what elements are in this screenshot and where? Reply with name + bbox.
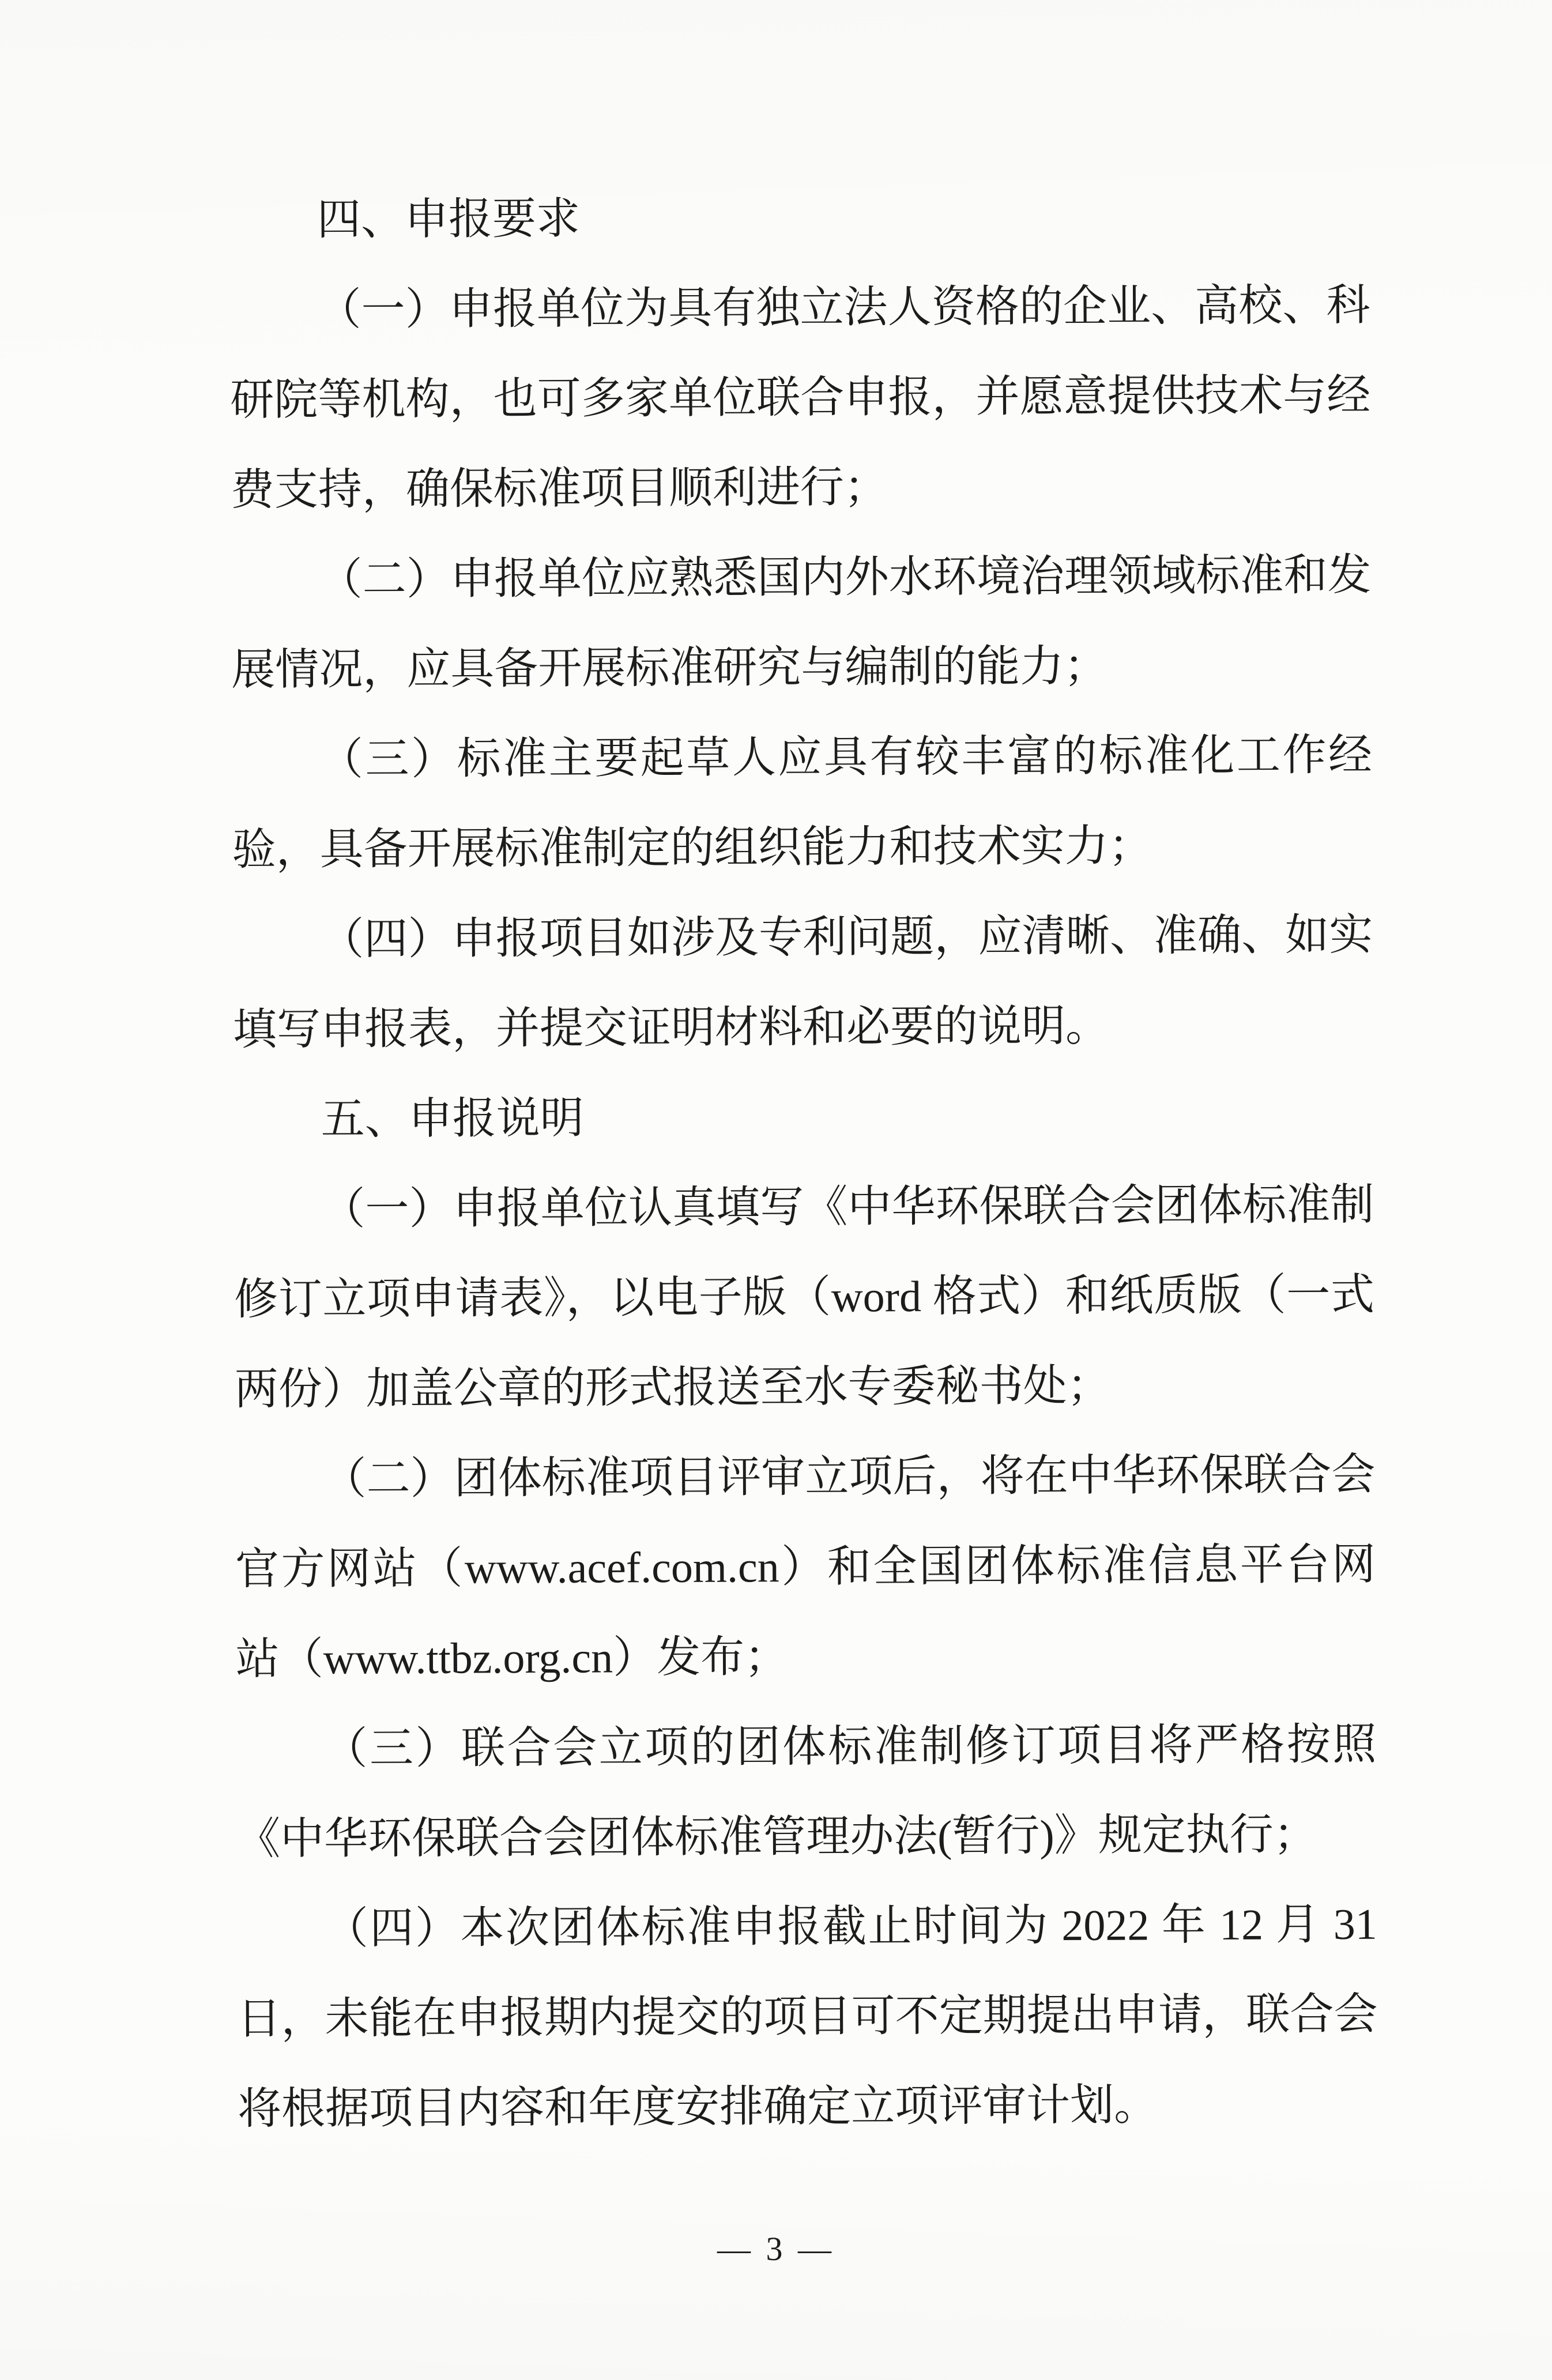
paragraph-line: 官方网站（www.acef.com.cn）和全国团体标准信息平台网	[235, 1540, 1376, 1594]
paragraph-line: 填写申报表，并提交证明材料和必要的说明。	[232, 1001, 1110, 1055]
paragraph-line: 验，具备开展标准制定的组织能力和技术实力；	[232, 822, 1152, 875]
paragraph-line: （三）联合会立项的团体标准制修订项目将严格按照	[323, 1720, 1377, 1773]
paragraph-line: 研院等机构，也可多家单位联合申报，并愿意提供技术与经	[230, 371, 1371, 425]
paragraph-line: 展情况，应具备开展标准研究与编制的能力；	[231, 642, 1108, 695]
paragraph-line: 将根据项目内容和年度安排确定立项评审计划。	[237, 2081, 1158, 2134]
paragraph-line: 站（www.ttbz.org.cn）发布；	[235, 1633, 789, 1684]
paragraph-line: 修订立项申请表》，以电子版（word 格式）和纸质版（一式	[233, 1270, 1375, 1324]
paragraph-line: 两份）加盖公章的形式报送至水专委秘书处；	[234, 1361, 1111, 1414]
paragraph-line: 日，未能在申报期内提交的项目可不定期提出申请，联合会	[237, 1990, 1378, 2044]
paragraph-line: （三）标准主要起草人应具有较丰富的标准化工作经	[319, 730, 1373, 784]
paragraph-line: 《中华环保联合会团体标准管理办法(暂行)》规定执行；	[236, 1810, 1317, 1864]
section-heading: 五、申报说明	[321, 1094, 584, 1144]
paragraph-line: （二）申报单位应熟悉国内外水环境治理领域标准和发	[318, 551, 1372, 604]
paragraph-line: （二）团体标准项目评审立项后，将在中华环保联合会	[322, 1450, 1376, 1504]
paragraph-line: （四）本次团体标准申报截止时间为 2022 年 12 月 31	[324, 1900, 1377, 1953]
paragraph-line: 费支持，确保标准项目顺利进行；	[230, 463, 888, 515]
page-number: — 3 —	[717, 2230, 835, 2268]
paragraph-line: （一）申报单位认真填写《中华环保联合会团体标准制	[321, 1180, 1374, 1234]
section-heading: 四、申报要求	[317, 194, 581, 244]
paragraph-line: （一）申报单位为具有独立法人资格的企业、高校、科	[317, 281, 1370, 334]
paragraph-line: （四）申报项目如涉及专利问题，应清晰、准确、如实	[320, 910, 1373, 964]
document-text-block	[229, 171, 1378, 2155]
